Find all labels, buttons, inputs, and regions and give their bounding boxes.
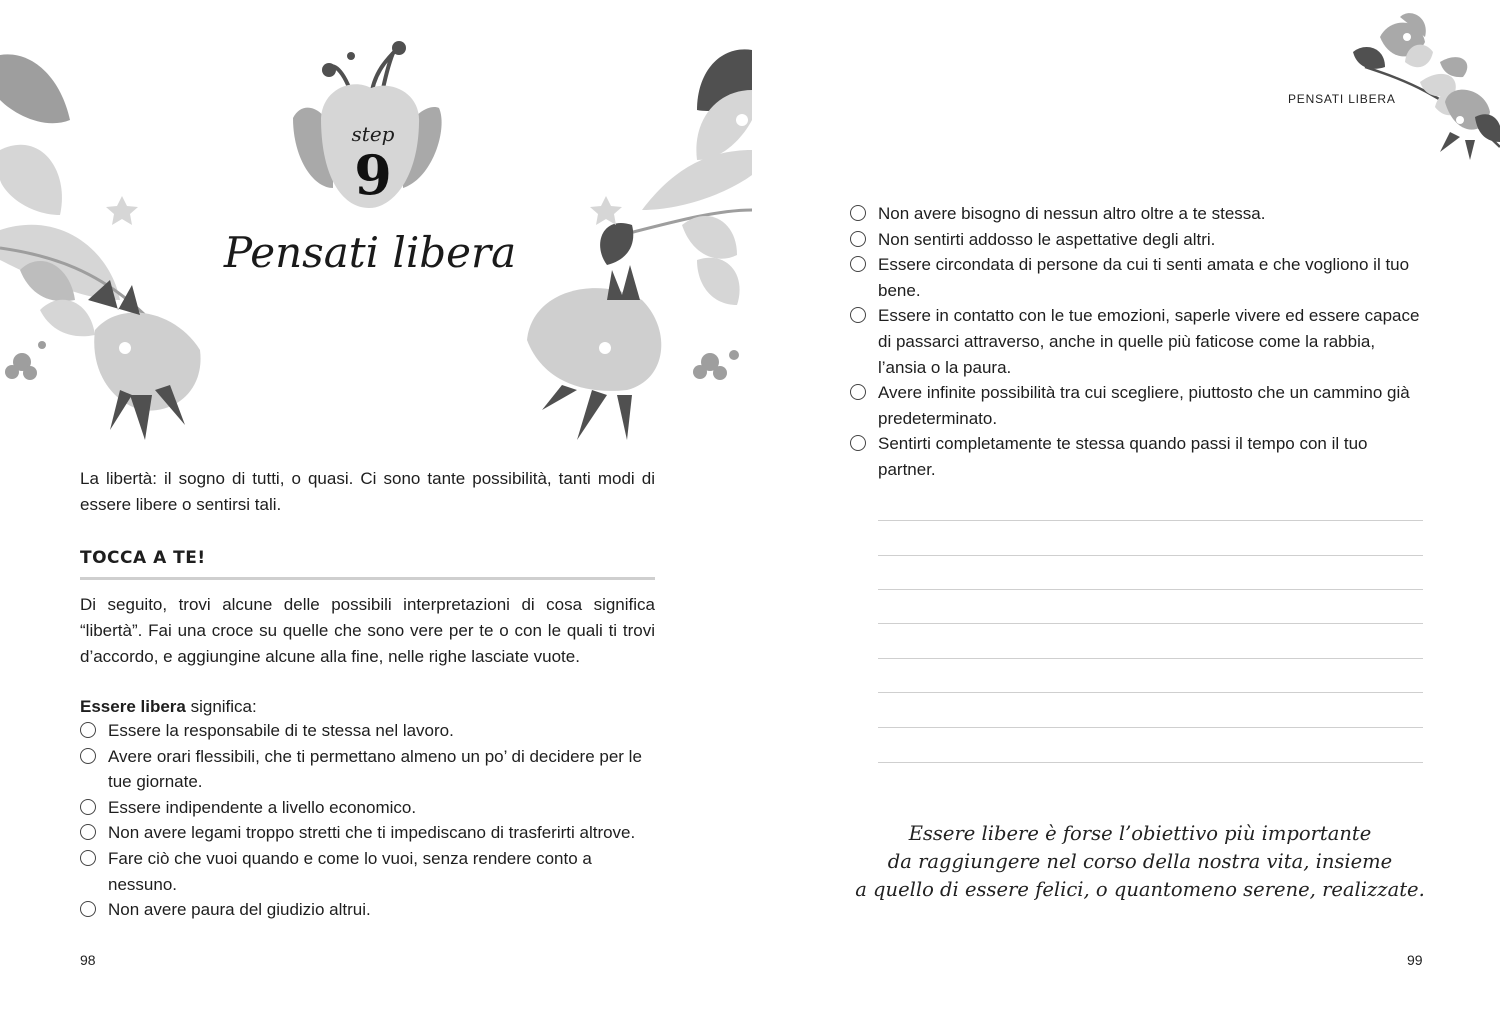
checklist-item-text: Essere la responsabile di te stessa nel lavoro. [108,721,454,740]
section-heading: TOCCA A TE! [80,548,655,580]
checklist-right [850,201,1426,483]
writing-line[interactable] [878,762,1423,763]
checklist-item [850,227,1426,253]
checkbox[interactable] [850,231,866,247]
checkbox[interactable] [850,256,866,272]
quote-line: a quello di essere felici, o quantomeno serene, realizzate. [855,878,1425,901]
checklist-item-text: Essere indipendente a livello economico. [108,797,417,817]
writing-lines[interactable] [878,518,1423,768]
checkbox[interactable] [850,307,866,323]
writing-line[interactable] [878,589,1423,590]
checkbox[interactable] [850,205,866,221]
checklist-item [850,431,1426,482]
checklist-item-text: Fare ciò che vuoi quando e come lo vuoi, senza rendere conto a nessuno. [108,848,592,894]
checklist-item [850,380,1426,431]
writing-line[interactable] [878,555,1423,556]
checklist-item [850,252,1426,303]
writing-line[interactable] [878,692,1423,693]
writing-line[interactable] [878,623,1423,624]
checklist-item-text: Non sentirti addosso le aspettative degli altri. [878,229,1216,249]
checklist-item-text: Essere circondata di persone da cui ti senti amata e che vogliono il tuo bene. [878,255,1410,300]
closing-quote [840,820,1440,904]
checklist-item-text: Sentirti completamente te stessa quando passi il tempo con il tuo partner. [878,434,1368,479]
checklist-item [850,303,1426,380]
quote-line: da raggiungere nel corso della nostra vita, insieme [887,850,1393,873]
step-label: step [351,122,395,146]
checklist-item-text: Non avere legami troppo stretti che ti impediscano di trasferirti altrove. [108,823,636,843]
checklist-item-text: Non avere bisogno di nessun altro oltre a te stessa. [878,204,1266,223]
step-number: 9 [354,143,392,207]
checklist-item-text: Avere orari flessibili, che ti permettano almeno un po’ di decidere per le tue giornate. [108,746,642,792]
running-head: PENSATI LIBERA [1288,92,1396,106]
page-number-left: 98 [80,952,96,968]
intro-paragraph: La libertà: il sogno di tutti, o quasi. Ci sono tante possibilità, tanti modi di essere libere o sentirsi tali. [80,469,655,514]
checklist-item-text: Non avere paura del giudizio altrui. [108,900,371,920]
writing-line[interactable] [878,520,1423,521]
writing-line[interactable] [878,658,1423,659]
checklist-item [850,201,1426,227]
chapter-title: Pensati libera [223,228,517,277]
writing-line[interactable] [878,727,1423,728]
checklist-item-text: Essere in contatto con le tue emozioni, saperle vivere ed essere capace di passarci attraverso, anche in quelle più faticose come la rabbia, l’ansia o la paura. [878,306,1420,377]
floral-decoration-corner [1345,12,1500,162]
page-number-right: 99 [1407,952,1423,968]
checklist-lead-bold: Essere libera [80,697,186,716]
checkbox[interactable] [850,384,866,400]
checklist-item-text: Avere infinite possibilità tra cui scegliere, piuttosto che un cammino già predeterminato. [878,383,1410,428]
instructions-paragraph: Di seguito, trovi alcune delle possibili interpretazioni di cosa significa “libertà”. Fai una croce su quelle che sono vere per te o con le quali ti trovi d’accordo, e aggiungine alcune alla fine, nelle righe lasciate vuote. [80,595,655,666]
quote-line: Essere libere è forse l’obiettivo più importante [908,822,1372,845]
checklist-lead-rest: significa: [185,697,257,716]
checkbox[interactable] [850,435,866,451]
